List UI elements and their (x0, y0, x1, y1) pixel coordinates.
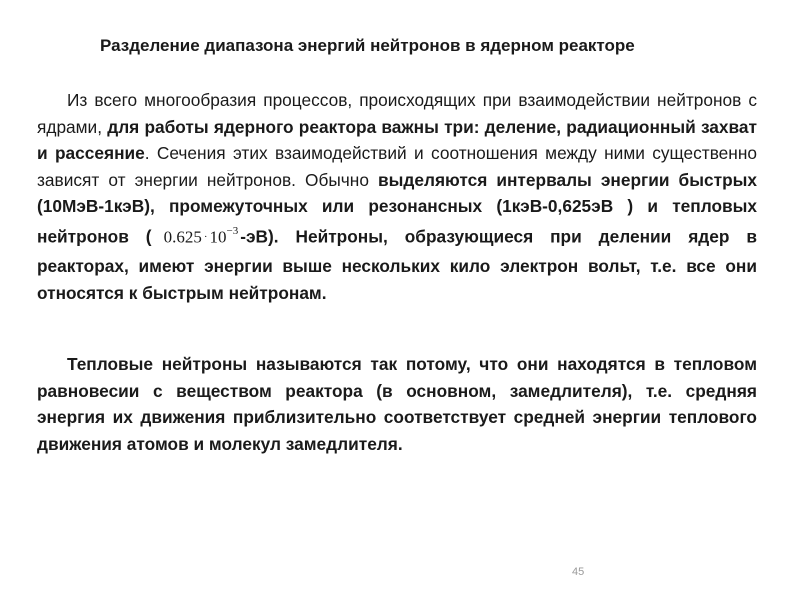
slide-title: Разделение диапазона энергий нейтронов в ядерном реакторе (100, 36, 635, 55)
formula-exponent: −3 (226, 224, 239, 237)
formula-ten: 10 (209, 227, 227, 247)
paragraph-energy-ranges (37, 87, 757, 306)
thermal-energy-formula (152, 220, 241, 253)
p1-text-1: Из всего многообразия процессов, происходящих при взаимодействии нейтронов с ядрами, (37, 90, 757, 137)
p1-text-2: . Сечения этих взаимодействий и соотношения между ними существенно зависят от энергии нейтронов. Обычно (37, 143, 757, 190)
p1-text-bold-1: для работы ядерного реактора важны три: деление, радиационный захват и рассеяние (37, 116, 757, 164)
p1-text-bold-3: -эВ). Нейтроны, образующиеся при делении ядер в реакторах, имеют энергии выше нескольких кило электрон вольт, т.е. все они относятся к быстрым нейтронам. (37, 226, 758, 303)
paragraph-thermal-neutrons: Тепловые нейтроны называются так потому, что они находятся в тепловом равновесии с веществом реактора (в основном, замедлителя), т.е. средняя энергия их движения приблизительно соответствует средней энергии теплового движения атомов и молекул замедлителя. (37, 354, 757, 454)
page-number: 45 (572, 566, 585, 578)
formula-base: 0.625 (163, 227, 202, 247)
p1-text-bold-2: выделяются интервалы энергии быстрых (10МэВ-1кэВ), промежуточных или резонансных (1кэВ-0,625эВ ) и тепловых нейтронов ( (37, 169, 757, 247)
formula-dot: · (203, 230, 208, 243)
